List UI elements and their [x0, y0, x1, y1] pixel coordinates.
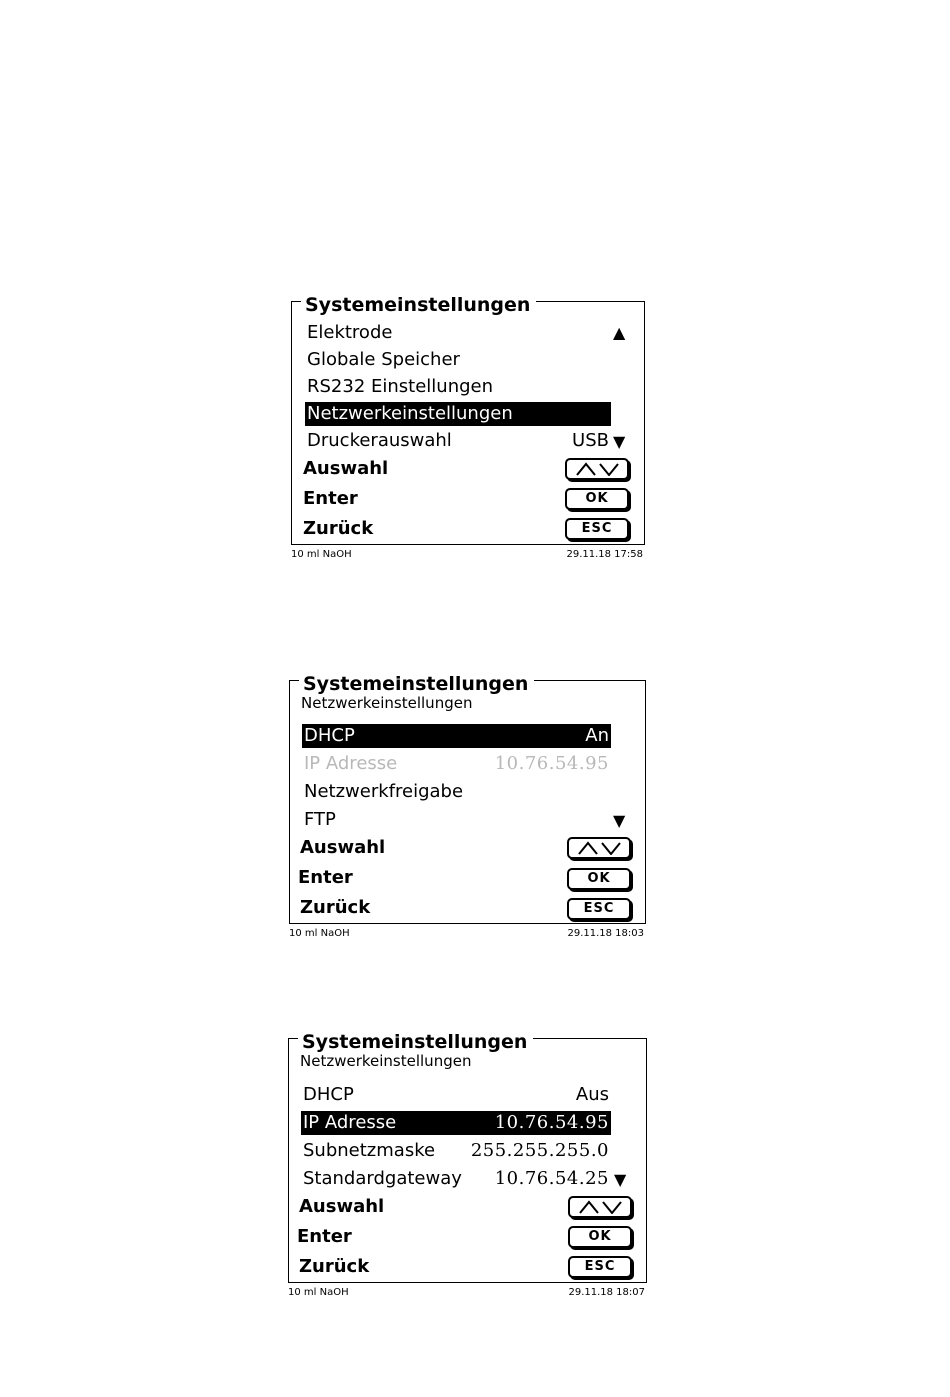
menu-item-label: DHCP: [303, 1084, 354, 1105]
scroll-up-arrow-icon[interactable]: ▲: [613, 323, 626, 342]
screen-title: Systemeinstellungen: [299, 674, 534, 694]
menu-item-label: Globale Speicher: [307, 349, 460, 370]
menu-item-dhcp[interactable]: [302, 724, 611, 748]
ok-key[interactable]: OK: [565, 488, 629, 510]
menu-item-rs232-einstellungen[interactable]: [305, 375, 611, 399]
menu-item-label: RS232 Einstellungen: [307, 376, 494, 397]
menu-item-ftp[interactable]: [302, 808, 611, 832]
up-down-arrows-icon: [578, 1200, 624, 1214]
menu-item-label: Druckerauswahl: [307, 430, 452, 451]
up-down-arrows-key[interactable]: [568, 1196, 632, 1218]
menu-item-value: 10.76.54.95: [494, 1112, 609, 1133]
menu-item-ip-adresse: [302, 752, 611, 776]
screen-title: Systemeinstellungen: [298, 1032, 533, 1052]
screen-network-settings-1: [289, 673, 646, 942]
up-down-arrows-icon: [577, 841, 623, 855]
action-label-auswahl: Auswahl: [299, 1196, 385, 1217]
status-method: 10 ml NaOH: [288, 1287, 349, 1298]
menu-item-label: Netzwerkeinstellungen: [307, 403, 513, 424]
action-label-enter: Enter: [303, 488, 358, 509]
screen-system-settings-1: [291, 294, 645, 563]
esc-key[interactable]: ESC: [568, 1256, 632, 1278]
menu-item-value: 255.255.255.0: [470, 1140, 609, 1161]
ok-key[interactable]: OK: [568, 1226, 632, 1248]
menu-item-label: Subnetzmaske: [303, 1140, 436, 1161]
menu-item-elektrode[interactable]: [305, 321, 611, 345]
menu-item-netzwerkfreigabe[interactable]: [302, 780, 611, 804]
menu-item-dhcp[interactable]: [301, 1083, 611, 1107]
menu-item-label: DHCP: [304, 725, 355, 746]
scroll-down-arrow-icon[interactable]: ▼: [613, 432, 626, 451]
up-down-arrows-key[interactable]: [565, 458, 629, 480]
menu-item-label: Netzwerkfreigabe: [304, 781, 464, 802]
menu-item-value: An: [585, 725, 609, 746]
menu-item-label: FTP: [304, 809, 336, 830]
up-down-arrows-icon: [575, 462, 621, 476]
esc-key[interactable]: ESC: [565, 518, 629, 540]
scroll-down-arrow-icon[interactable]: ▼: [614, 1170, 627, 1189]
menu-item-netzwerkeinstellungen[interactable]: [305, 402, 611, 426]
status-method: 10 ml NaOH: [291, 549, 352, 560]
menu-item-label: IP Adresse: [304, 753, 398, 774]
menu-item-label: IP Adresse: [303, 1112, 397, 1133]
action-label-zurueck: Zurück: [299, 1256, 370, 1277]
status-method: 10 ml NaOH: [289, 928, 350, 939]
screen-subtitle: Netzwerkeinstellungen: [300, 1052, 472, 1070]
action-label-zurueck: Zurück: [300, 897, 371, 918]
esc-key[interactable]: ESC: [567, 898, 631, 920]
menu-item-globale-speicher[interactable]: [305, 348, 611, 372]
action-label-auswahl: Auswahl: [303, 458, 389, 479]
status-datetime: 29.11.18 18:03: [567, 928, 644, 939]
action-label-enter: Enter: [298, 867, 353, 888]
action-label-auswahl: Auswahl: [300, 837, 386, 858]
menu-item-subnetzmaske[interactable]: [301, 1139, 611, 1163]
menu-item-druckerauswahl[interactable]: [305, 429, 611, 453]
up-down-arrows-key[interactable]: [567, 837, 631, 859]
screen-subtitle: Netzwerkeinstellungen: [301, 694, 473, 712]
scroll-down-arrow-icon[interactable]: ▼: [613, 811, 626, 830]
action-label-enter: Enter: [297, 1226, 352, 1247]
screen-title: Systemeinstellungen: [301, 295, 536, 315]
ok-key[interactable]: OK: [567, 868, 631, 890]
menu-item-value: USB: [572, 430, 609, 451]
menu-item-label: Standardgateway: [303, 1168, 462, 1189]
action-label-zurueck: Zurück: [303, 518, 374, 539]
status-datetime: 29.11.18 18:07: [568, 1287, 645, 1298]
menu-item-value: 10.76.54.95: [494, 753, 609, 774]
menu-item-ip-adresse[interactable]: [301, 1111, 611, 1135]
menu-item-value: Aus: [575, 1084, 609, 1105]
menu-item-standardgateway[interactable]: [301, 1167, 611, 1191]
screen-network-settings-2: [288, 1031, 647, 1300]
menu-item-label: Elektrode: [307, 322, 393, 343]
status-datetime: 29.11.18 17:58: [566, 549, 643, 560]
menu-item-value: 10.76.54.25: [494, 1168, 609, 1189]
